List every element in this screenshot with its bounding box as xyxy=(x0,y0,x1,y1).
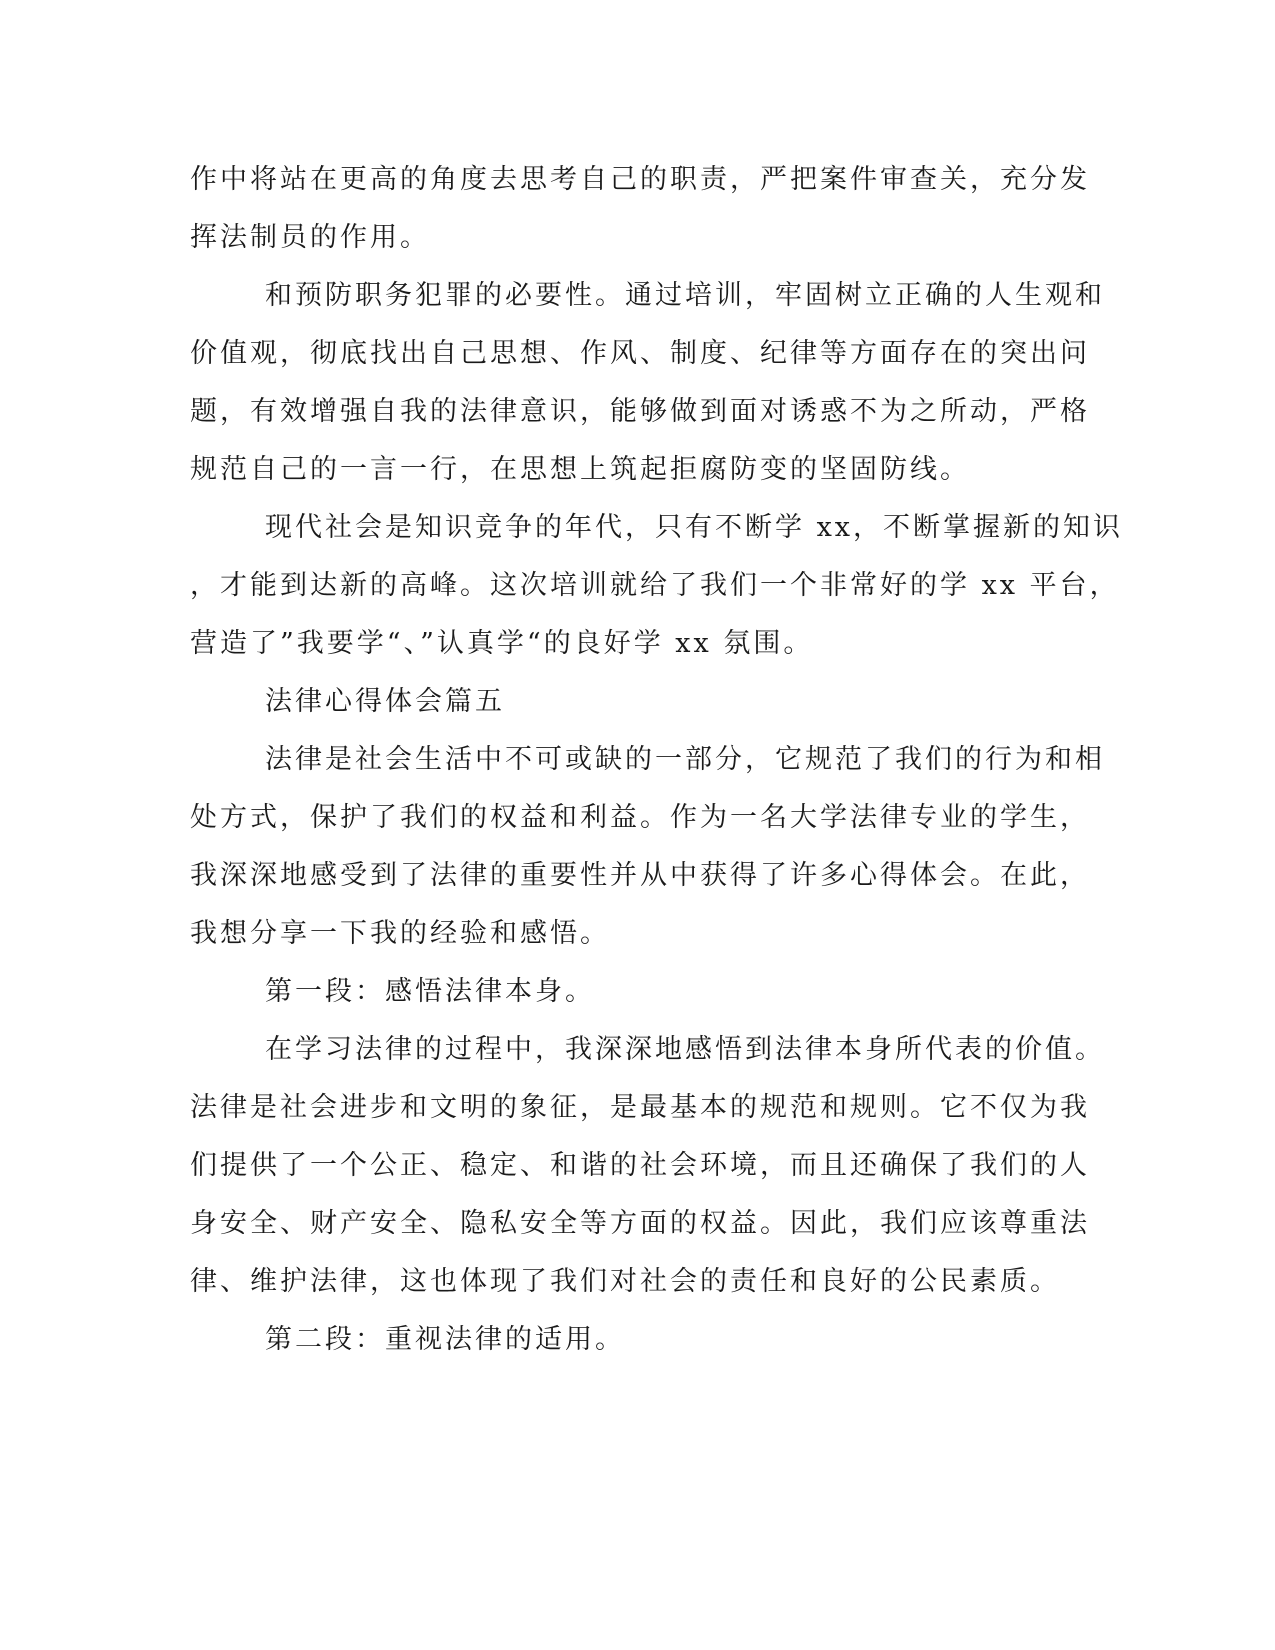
section-heading: 法律心得体会篇五 xyxy=(265,686,505,717)
text-line: 法律是社会进步和文明的象征，是最基本的规范和规则。它不仅为我 xyxy=(190,1092,1090,1123)
text-line: 题，有效增强自我的法律意识，能够做到面对诱惑不为之所动，严格 xyxy=(190,396,1090,427)
text-line: 处方式，保护了我们的权益和利益。作为一名大学法律专业的学生， xyxy=(190,802,1090,833)
text-line: 价值观，彻底找出自己思想、作风、制度、纪律等方面存在的突出问 xyxy=(190,338,1090,369)
text-line: 身安全、财产安全、隐私安全等方面的权益。因此，我们应该尊重法 xyxy=(190,1208,1090,1239)
text-line: 我想分享一下我的经验和感悟。 xyxy=(190,918,610,949)
text-line: 挥法制员的作用。 xyxy=(190,222,430,253)
subsection-heading: 第二段：重视法律的适用。 xyxy=(265,1324,625,1355)
text-line: 们提供了一个公正、稳定、和谐的社会环境，而且还确保了我们的人 xyxy=(190,1150,1090,1181)
text-line: 规范自己的一言一行，在思想上筑起拒腐防变的坚固防线。 xyxy=(190,454,970,485)
text-line: 营造了”我要学“、”认真学“的良好学 xx 氛围。 xyxy=(190,628,814,659)
text-line: 我深深地感受到了法律的重要性并从中获得了许多心得体会。在此， xyxy=(190,860,1090,891)
paragraph-start: 和预防职务犯罪的必要性。通过培训，牢固树立正确的人生观和 xyxy=(265,280,1105,311)
text-line: ，才能到达新的高峰。这次培训就给了我们一个非常好的学 xx 平台， xyxy=(190,570,1120,601)
paragraph-start: 法律是社会生活中不可或缺的一部分，它规范了我们的行为和相 xyxy=(265,744,1105,775)
text-line: 律、维护法律，这也体现了我们对社会的责任和良好的公民素质。 xyxy=(190,1266,1060,1297)
subsection-heading: 第一段：感悟法律本身。 xyxy=(265,976,595,1007)
paragraph-start: 现代社会是知识竞争的年代，只有不断学 xx，不断掌握新的知识 xyxy=(265,512,1124,543)
paragraph-start: 在学习法律的过程中，我深深地感悟到法律本身所代表的价值。 xyxy=(265,1034,1105,1065)
text-line: 作中将站在更高的角度去思考自己的职责，严把案件审查关，充分发 xyxy=(190,164,1090,195)
